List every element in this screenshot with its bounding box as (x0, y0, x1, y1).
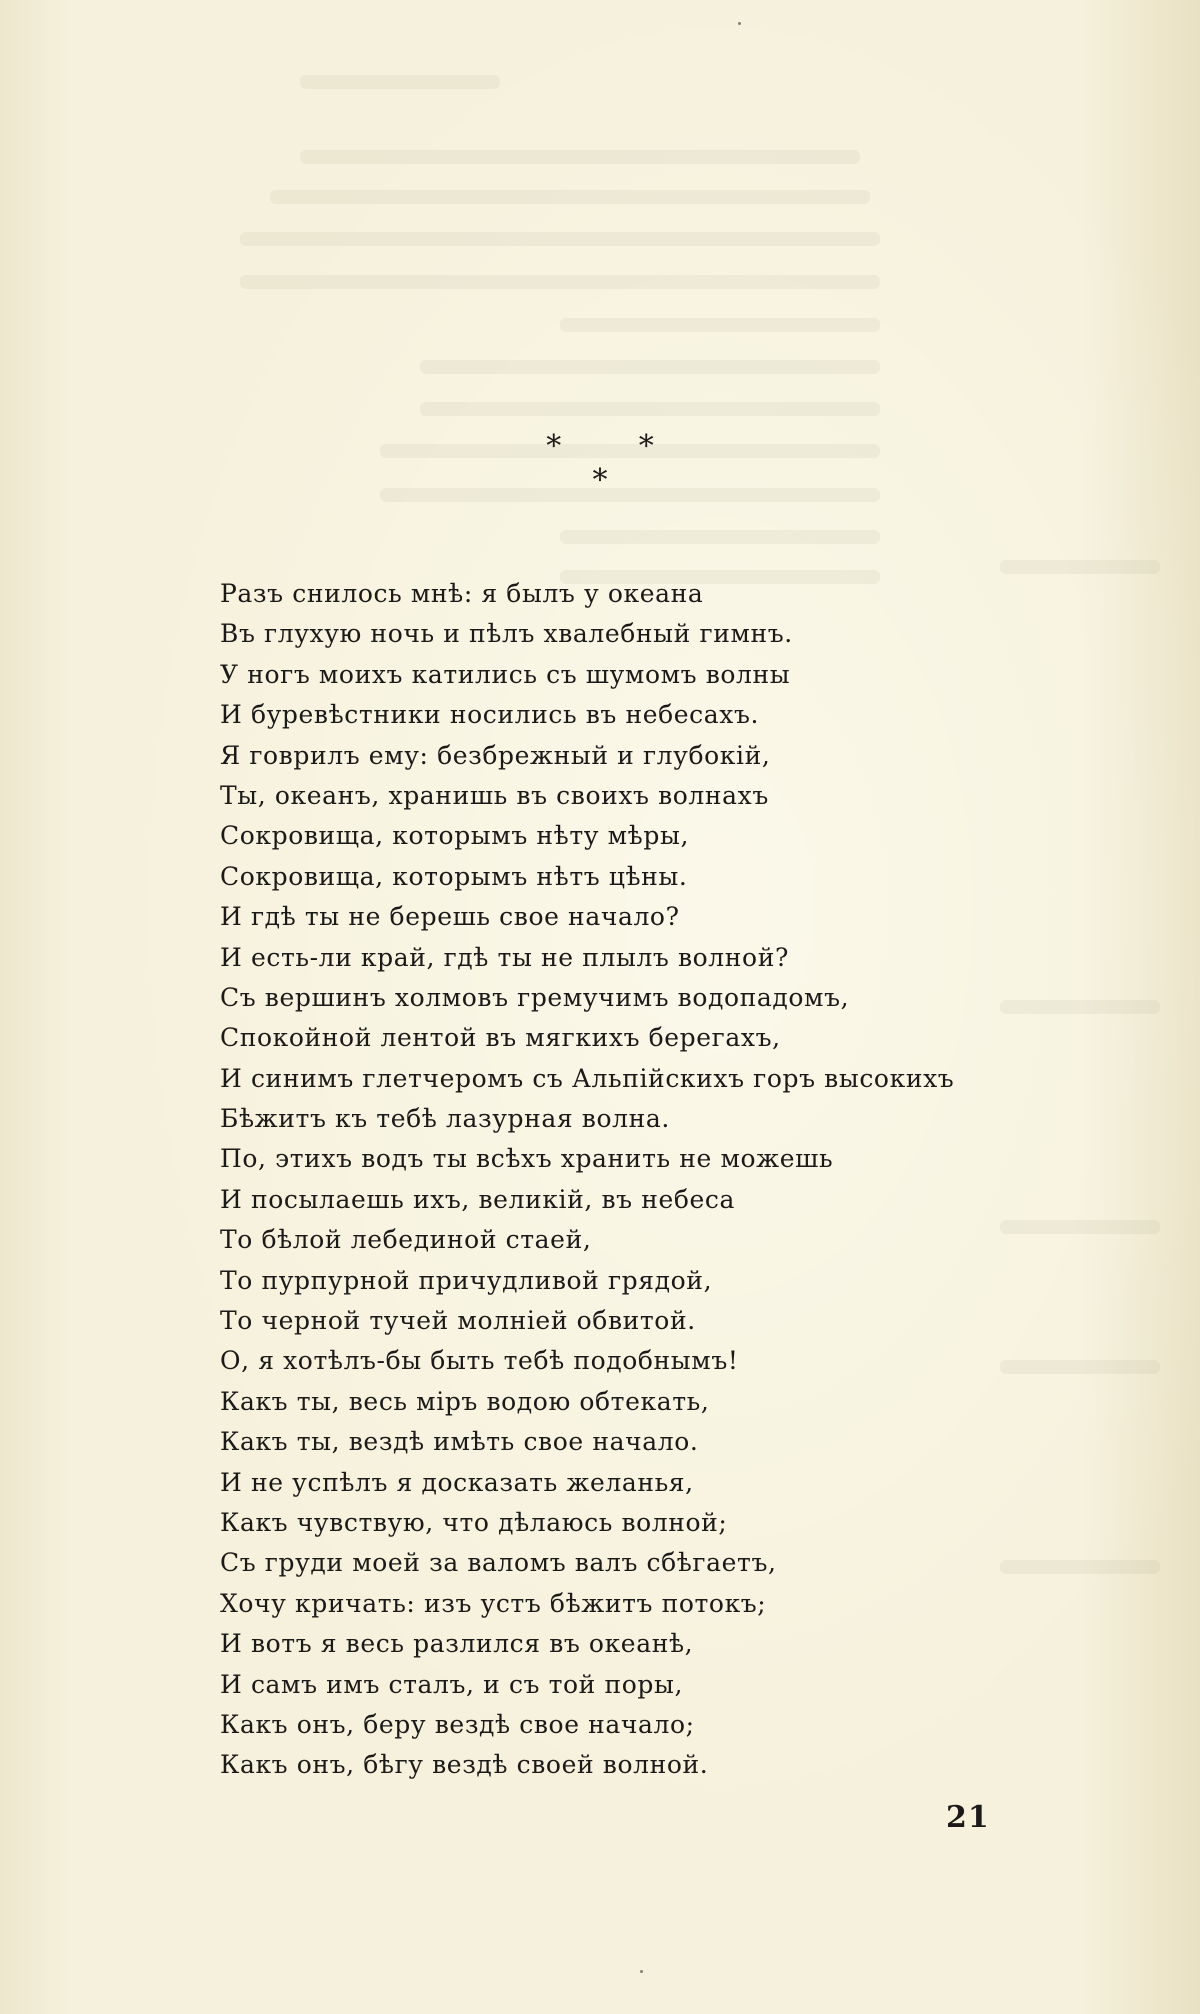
poem-line: Хочу кричать: изъ устъ бѣжитъ потокъ; (220, 1588, 767, 1618)
poem-line: Съ груди моей за валомъ валъ сбѣгаетъ, (220, 1548, 777, 1578)
asterisk-center: * (592, 463, 608, 498)
poem-line: Я говрилъ ему: безбрежный и глубокій, (220, 740, 771, 770)
poem-line: И не успѣлъ я досказать желанья, (220, 1467, 694, 1497)
poem-line: И гдѣ ты не берешь свое начало? (220, 902, 680, 932)
poem-line: Какъ ты, весь міръ водою обтекать, (220, 1386, 710, 1416)
poem-line: Бѣжитъ къ тебѣ лазурная волна. (220, 1104, 670, 1134)
section-ornament-bottom (0, 463, 1200, 498)
poem-line: То бѣлой лебединой стаей, (220, 1225, 592, 1255)
poem-line: И самъ имъ сталъ, и съ той поры, (220, 1669, 684, 1699)
poem-line: Ты, океанъ, хранишь въ своихъ волнахъ (220, 780, 769, 810)
poem-line: И вотъ я весь разлился въ океанѣ, (220, 1629, 694, 1659)
poem-line: Съ вершинъ холмовъ гремучимъ водопадомъ, (220, 982, 850, 1012)
poem-line: И посылаешь ихъ, великій, въ небеса (220, 1184, 736, 1214)
section-ornament-top (0, 429, 1200, 464)
poem-line: Какъ онъ, бѣгу вездѣ своей волной. (220, 1750, 709, 1780)
poem-line: То черной тучей молніей обвитой. (220, 1306, 696, 1336)
poem-line: Спокойной лентой въ мягкихъ берегахъ, (220, 1023, 781, 1053)
ink-speck (640, 1970, 643, 1973)
poem-line: Сокровища, которымъ нѣтъ цѣны. (220, 861, 688, 891)
poem-line: И синимъ глетчеромъ съ Альпійскихъ горъ высокихъ (220, 1063, 955, 1093)
poem-line: Разъ снилось мнѣ: я былъ у океана (220, 579, 704, 608)
poem-line: По, этихъ водъ ты всѣхъ хранить не можешь (220, 1144, 834, 1174)
page-number: 21 (946, 1800, 990, 1835)
poem-line: Какъ чувствую, что дѣлаюсь волной; (220, 1507, 728, 1537)
poem-line: И буревѣстники носились въ небесахъ. (220, 700, 760, 730)
poem-line: У ногъ моихъ катились съ шумомъ волны (220, 659, 791, 689)
asterisk-right: * (638, 429, 654, 464)
poem-line: О, я хотѣлъ-бы быть тебѣ подобнымъ! (220, 1346, 739, 1376)
poem-line: Какъ онъ, беру вездѣ свое начало; (220, 1709, 695, 1739)
poem-text (220, 574, 1000, 1786)
poem-line: Въ глухую ночь и пѣлъ хвалебный гимнъ. (220, 619, 793, 649)
poem-line: Сокровища, которымъ нѣту мѣры, (220, 821, 689, 851)
poem-line: Какъ ты, вездѣ имѣть свое начало. (220, 1427, 699, 1457)
asterisk-left: * (546, 429, 562, 464)
poem-line: То пурпурной причудливой грядой, (220, 1265, 713, 1295)
poem-line: И есть-ли край, гдѣ ты не плылъ волной? (220, 942, 789, 972)
ink-speck (738, 22, 741, 25)
